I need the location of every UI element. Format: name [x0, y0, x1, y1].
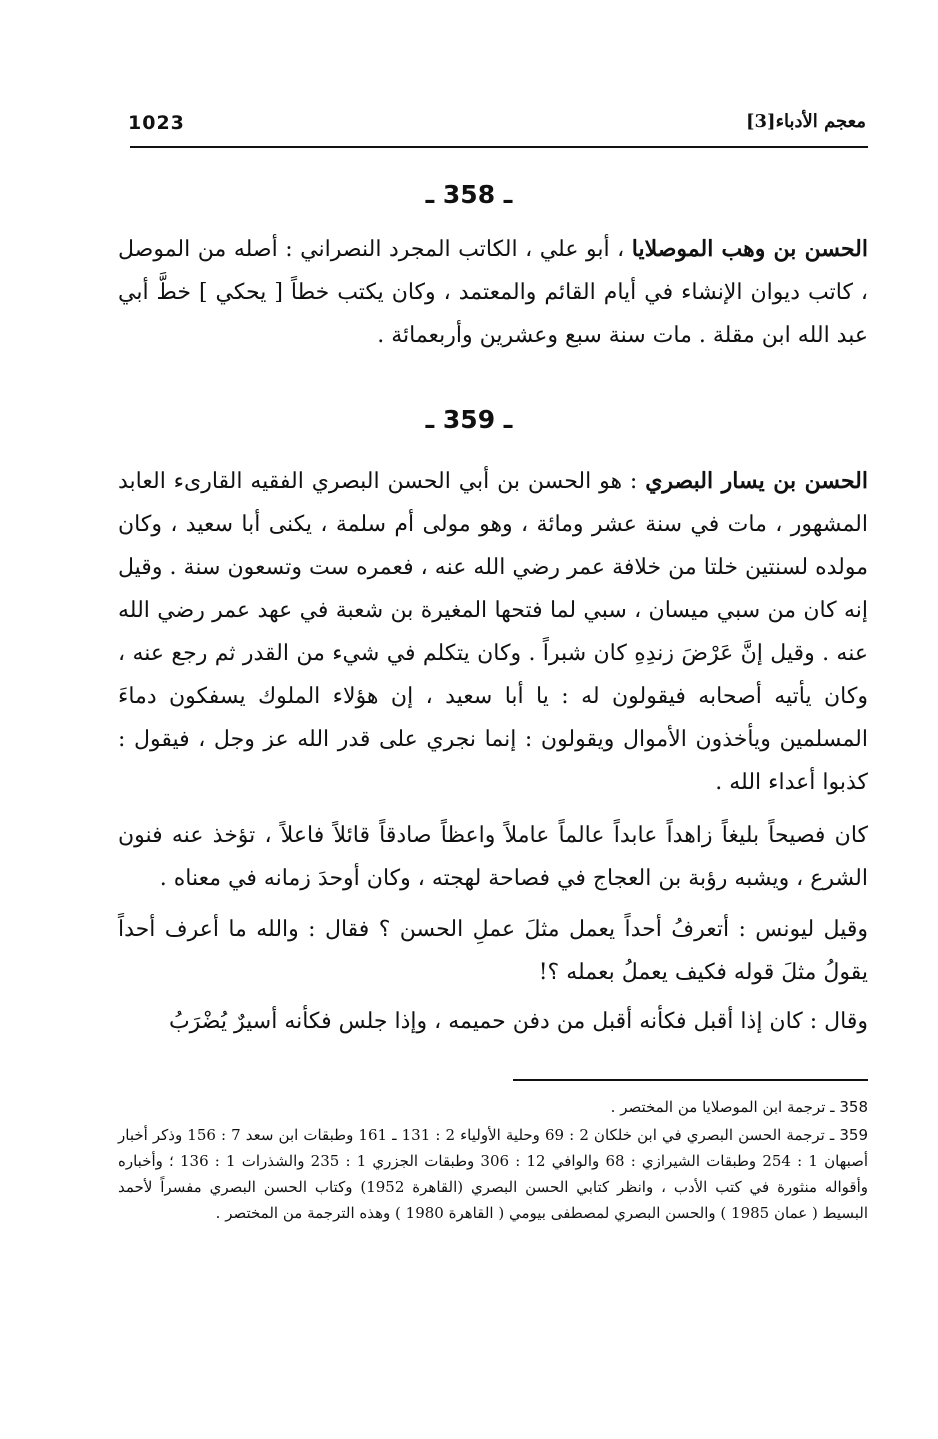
header-rule: [130, 146, 868, 148]
entry-name: الحسن بن يسار البصري: [645, 468, 868, 494]
footnote: [118, 1122, 868, 1226]
entry-359-body: [118, 460, 868, 1043]
entry-358-paragraph: [118, 228, 868, 357]
entry-number-359: ـ 359 ـ: [425, 405, 513, 434]
footnotes: [118, 1094, 868, 1228]
entry-359-paragraph: كان فصيحاً بليغاً زاهداً عابداً عالماً عاملاً واعظاً صادقاً قائلاً فاعلاً ، تؤخذ عنه فنون الشرع ، ويشبه رؤبة بن العجاج في فصاحة لهجته ، وكان أوحدَ زمانه في معناه .: [118, 823, 868, 891]
entry-text: ، أبو علي ، الكاتب المجرد النصراني : أصله من الموصل ، كاتب ديوان الإنشاء في أيام القائم والمعتمد ، وكان يكتب خطاً [ يحكي ] خطَّ أبي عبد الله ابن مقلة . مات سنة سبع وعشرين وأربعمائة .: [118, 237, 868, 348]
footnote: [118, 1094, 868, 1120]
entry-name: الحسن بن وهب الموصلايا: [631, 236, 868, 262]
entry-359-paragraph: [118, 460, 868, 804]
entry-text: : هو الحسن بن أبي الحسن البصري الفقيه القارىء العابد المشهور ، مات في سنة عشر ومائة ، وهو مولى أم سلمة ، يكنى أبا سعيد ، وكان مولده لسنتين خلتا من خلافة عمر رضي الله عنه ، فعمره ست وتسعون سنة . وقيل إنه كان من سبي ميسان ، سبي لما فتحها المغيرة بن شعبة في عهد عمر رضي الله عنه . وقيل إنَّ عَرْضَ زندِهِ كان شبراً . وكان يتكلم في شيء من القدر ثم رجع عنه ، وكان يأتيه أصحابه فيقولون له : يا أبا سعيد ، إن هؤلاء الملوك يسفكون دماءَ المسلمين ويأخذون الأموال ويقولون : إنما نجري على قدر الله عز وجل ، فيقول : كذبوا أعداء الله .: [118, 469, 868, 795]
running-title: معجم الأدباء[3]: [745, 111, 866, 132]
entry-358-body: [118, 228, 868, 357]
footnote-text: ـ ترجمة الحسن البصري في ابن خلكان 2 : 69 وحلية الأولياء 2 : 131 ـ 161 وطبقات ابن سعد 7 : 156 وذكر أخبار أصبهان 1 : 254 وطبقات الشيرازي : 68 والوافي 12 : 306 وطبقات الجزري 1 : 235 والشذرات 1 : 136 ؛ وأخباره وأقواله منثورة في كتب الأدب ، وانظر كتابي الحسن البصري (القاهرة 1952) وكتاب الحسن البصري مفسراً لأحمد البسيط ( عمان 1985 ) والحسن البصري لمصطفى بيومي ( القاهرة 1980 ) وهذه الترجمة من المختصر .: [118, 1126, 869, 1222]
footnote-number: 358: [839, 1098, 868, 1116]
entry-359-paragraph: وقيل ليونس : أتعرفُ أحداً يعمل مثلَ عملِ الحسن ؟ فقال : والله ما أعرف أحداً يقولُ مثلَ قوله فكيف يعملُ بعمله ؟!: [118, 917, 868, 985]
footnote-rule: [513, 1079, 868, 1081]
footnote-text: ـ ترجمة ابن الموصلايا من المختصر .: [610, 1098, 835, 1116]
footnote-number: 359: [839, 1126, 868, 1144]
entry-359-paragraph: وقال : كان إذا أقبل فكأنه أقبل من دفن حميمه ، وإذا جلس فكأنه أسيرٌ يُضْرَبُ: [168, 1009, 868, 1034]
entry-number-358: ـ 358 ـ: [425, 180, 513, 209]
page-number: 1023: [128, 112, 185, 134]
